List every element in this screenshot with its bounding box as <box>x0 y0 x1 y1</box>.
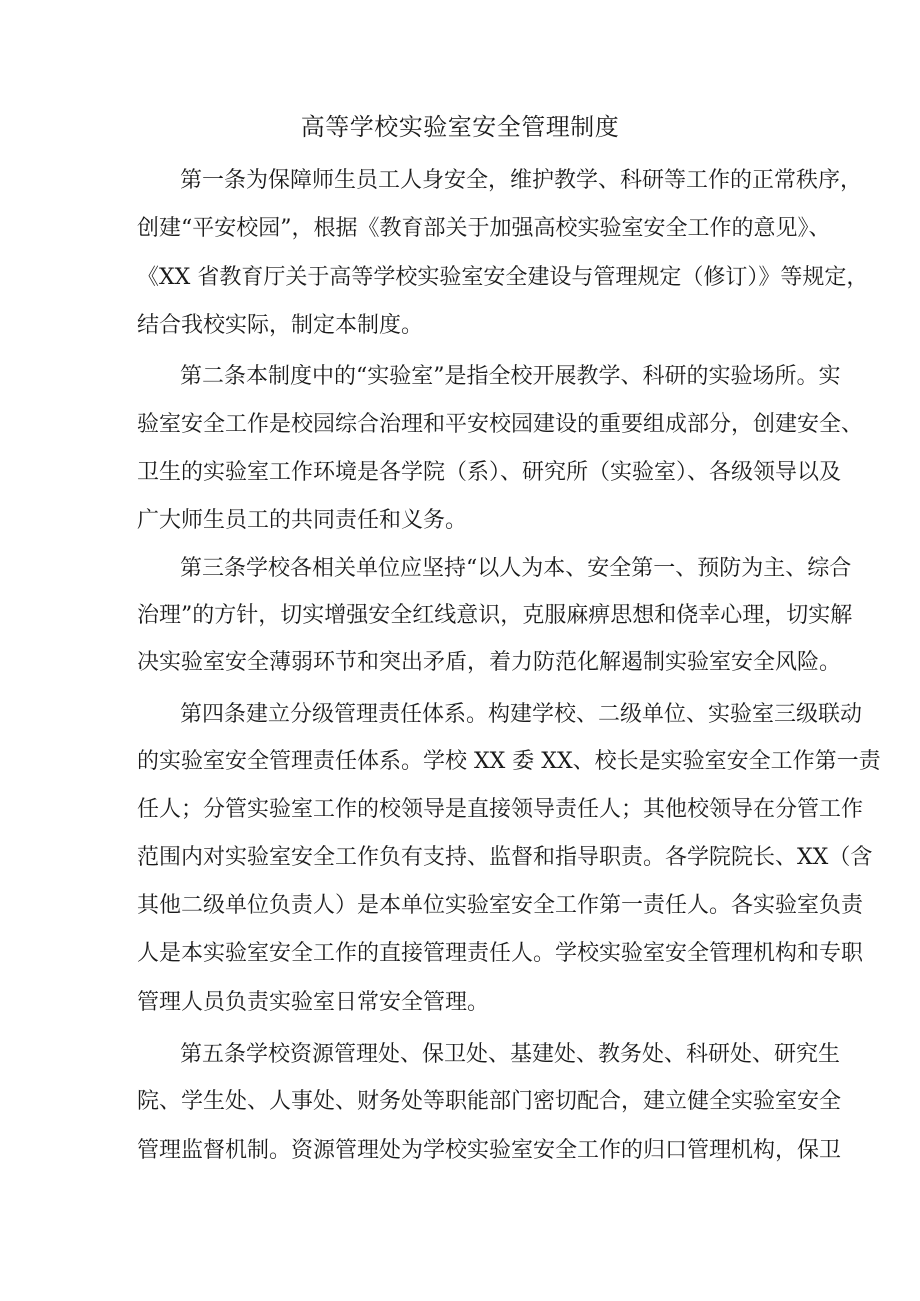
paragraph-line: 第四条建立分级管理责任体系。构建学校、二级单位、实验室三级联动 <box>180 702 863 727</box>
paragraph-line: 管理人员负责实验室日常安全管理。 <box>137 990 490 1015</box>
paragraph-line: 任人；分管实验室工作的校领导是直接领导责任人；其他校领导在分管工作 <box>137 797 864 822</box>
paragraph-line: 卫生的实验室工作环境是各学院（系）、研究所（实验室）、各级领导以及 <box>137 460 842 485</box>
paragraph-line: 结合我校实际，制定本制度。 <box>137 313 424 338</box>
paragraph-line: 其他二级单位负责人）是本单位实验室安全工作第一责任人。各实验室负责 <box>137 893 864 918</box>
paragraph-line: 第一条为保障师生员工人身安全，维护教学、科研等工作的正常秩序， <box>180 168 863 193</box>
paragraph-line: 院、学生处、人事处、财务处等职能部门密切配合，建立健全实验室安全 <box>137 1089 842 1114</box>
paragraph-line: 治理”的方针，切实增强安全红线意识，克服麻痹思想和侥幸心理，切实解 <box>137 603 853 628</box>
paragraph-line: 验室安全工作是校园综合治理和平安校园建设的重要组成部分，创建安全、 <box>137 412 864 437</box>
paragraph-line: 第二条本制度中的“实验室”是指全校开展教学、科研的实验场所。实 <box>180 364 841 389</box>
paragraph-line: 决实验室安全薄弱环节和突出矛盾，着力防范化解遏制实验室安全风险。 <box>137 650 842 675</box>
paragraph-line: 第三条学校各相关单位应坚持“以人为本、安全第一、预防为主、综合 <box>180 556 852 581</box>
paragraph-line: 管理监督机制。资源管理处为学校实验室安全工作的归口管理机构，保卫 <box>137 1138 842 1163</box>
paragraph-line: 第五条学校资源管理处、保卫处、基建处、教务处、科研处、研究生 <box>180 1042 841 1067</box>
paragraph-line: 创建“平安校园”，根据《教育部关于加强高校实验室安全工作的意见》、 <box>137 216 831 241</box>
paragraph-line: 的实验室安全管理责任体系。学校 XX 委 XX、校长是实验室安全工作第一责 <box>137 749 881 774</box>
paragraph-line: 《XX 省教育厅关于高等学校实验室安全建设与管理规定（修订）》等规定， <box>137 265 869 290</box>
document-title: 高等学校实验室安全管理制度 <box>300 113 620 141</box>
paragraph-line: 范围内对实验室安全工作负有支持、监督和指导职责。各学院院长、XX（含 <box>137 845 873 870</box>
paragraph-line: 广大师生员工的共同责任和义务。 <box>137 508 468 533</box>
paragraph-line: 人是本实验室安全工作的直接管理责任人。学校实验室安全管理机构和专职 <box>137 941 864 966</box>
